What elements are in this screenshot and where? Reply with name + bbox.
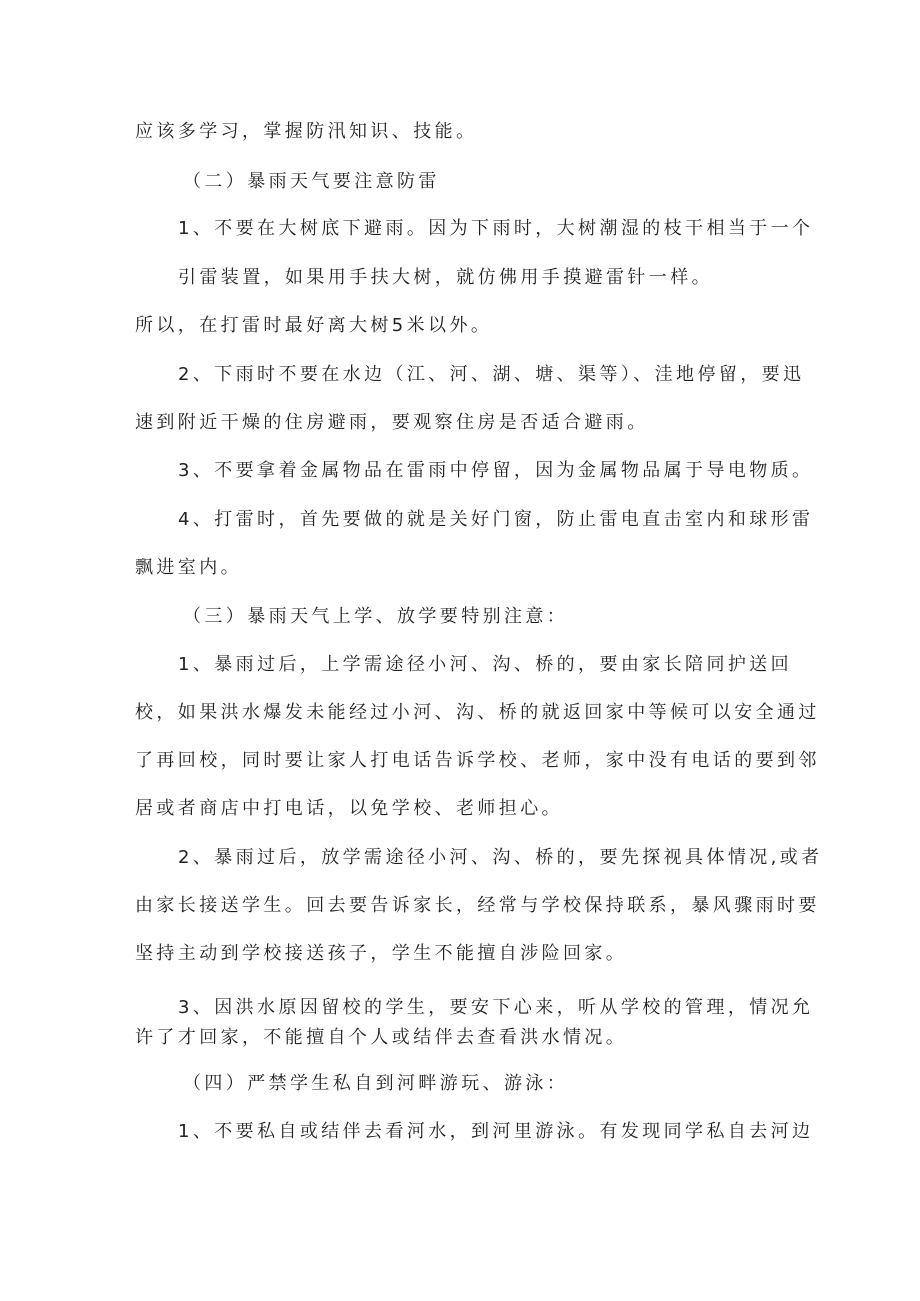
text-line: 飘进室内。 <box>135 557 242 578</box>
text-line: 2、暴雨过后，放学需途径小河、沟、桥的，要先探视具体情况,或者 <box>178 847 823 868</box>
text-line: 1、暴雨过后，上学需途径小河、沟、桥的，要由家长陪同护送回 <box>178 654 793 675</box>
text-line: 校，如果洪水爆发未能经过小河、沟、桥的就返回家中等候可以安全通过 <box>135 702 820 723</box>
section-heading-2: （二）暴雨天气要注意防雷 <box>183 171 440 192</box>
text-line: 1、不要在大树底下避雨。因为下雨时，大树潮湿的枝干相当于一个 <box>178 218 814 239</box>
text-line: 了再回校，同时要让家人打电话告诉学校、老师，家中没有电话的要到邻 <box>135 750 820 771</box>
text-line: 3、不要拿着金属物品在雷雨中停留，因为金属物品属于导电物质。 <box>178 460 814 481</box>
text-line: 所以，在打雷时最好离大树5米以外。 <box>135 315 493 336</box>
text-line: 3、因洪水原因留校的学生，要安下心来，听从学校的管理，情况允 <box>178 997 814 1018</box>
section-heading-4: （四）严禁学生私自到河畔游玩、游泳： <box>183 1073 569 1094</box>
text-line: 4、打雷时，首先要做的就是关好门窗，防止雷电直击室内和球形雷 <box>178 509 814 530</box>
text-line: 引雷装置，如果用手扶大树，就仿佛用手摸避雷针一样。 <box>178 267 713 288</box>
text-line: 由家长接送学生。回去要告诉家长，经常与学校保持联系，暴风骤雨时要 <box>135 895 820 916</box>
text-line: 2、下雨时不要在水边（江、河、湖、塘、渠等）、洼地停留，要迅 <box>178 364 805 385</box>
section-heading-3: （三）暴雨天气上学、放学要特别注意： <box>183 606 569 627</box>
text-line: 居或者商店中打电话，以免学校、老师担心。 <box>135 798 563 819</box>
text-line: 1、不要私自或结伴去看河水，到河里游泳。有发现同学私自去河边 <box>178 1121 814 1142</box>
text-line: 应该多学习，掌握防汛知识、技能。 <box>135 121 478 142</box>
text-line: 许了才回家，不能擅自个人或结伴去查看洪水情况。 <box>135 1027 628 1048</box>
text-line: 速到附近干燥的住房避雨，要观察住房是否适合避雨。 <box>135 412 649 433</box>
text-line: 坚持主动到学校接送孩子，学生不能擅自涉险回家。 <box>135 943 628 964</box>
